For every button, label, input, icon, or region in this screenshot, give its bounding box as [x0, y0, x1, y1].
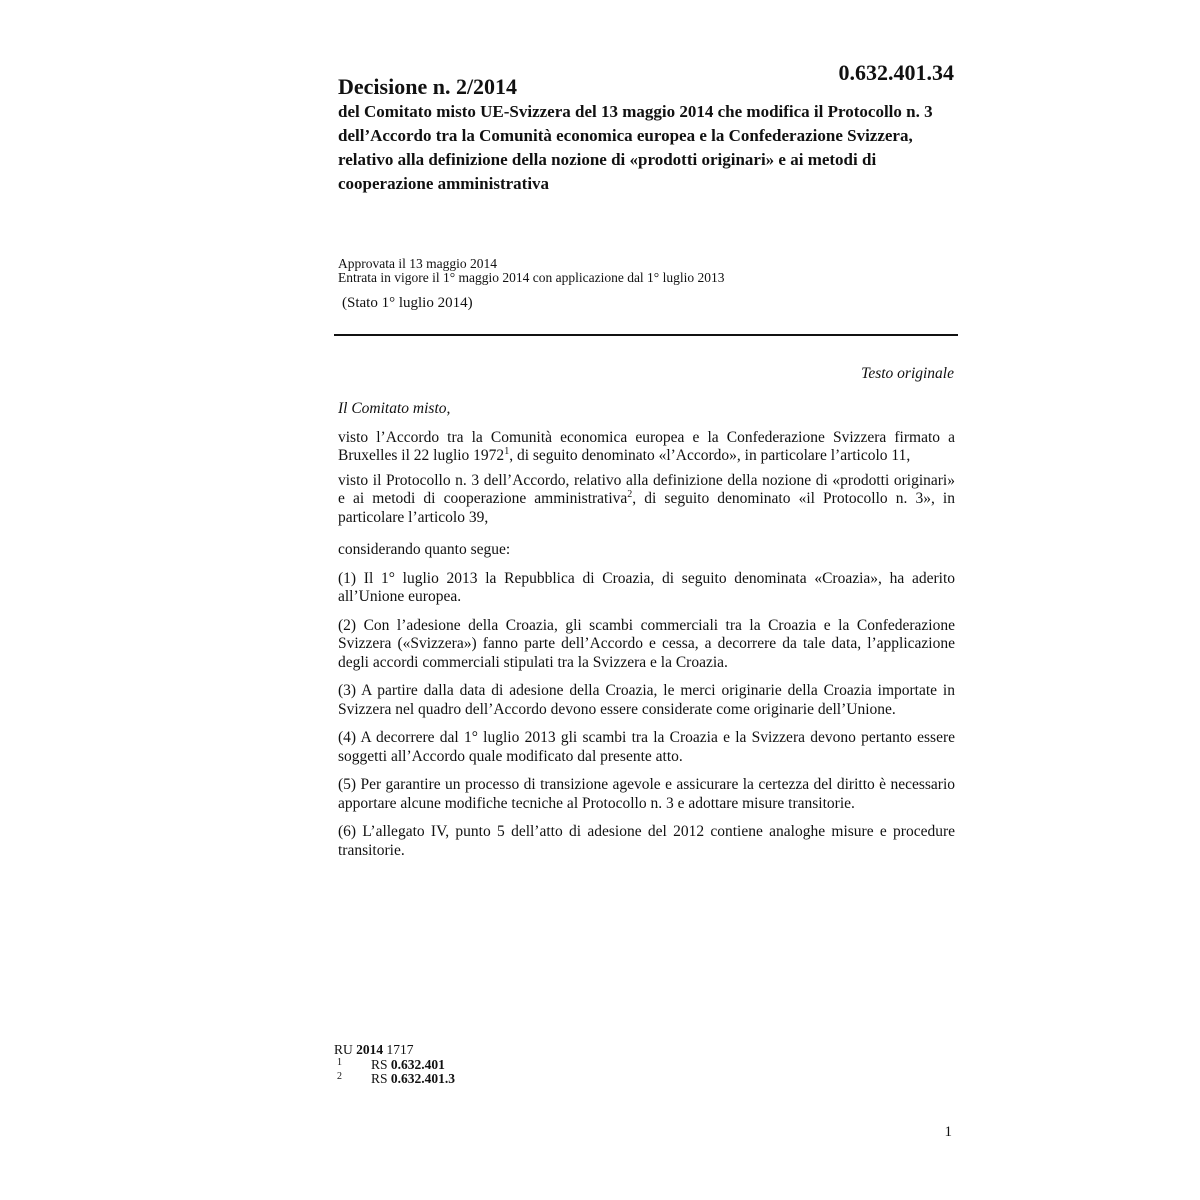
footnote-2	[334, 1071, 456, 1087]
recital-item-2: (2) Con l’adesione della Croazia, gli scambi commerciali tra la Croazia e la Confederazione Svizzera («Svizzera») fanno parte dell’Accordo e cessa, a decorrere da tale data, l’applicazione degli accordi commerciali stipulati tra la Svizzera e la Croazia.	[338, 616, 955, 671]
comitato-heading: Il Comitato misto,	[338, 400, 451, 417]
approved-date: Approvata il 13 maggio 2014	[338, 256, 497, 271]
original-text-label: Testo originale	[861, 365, 954, 382]
document-title: Decisione n. 2/2014	[338, 74, 518, 99]
approval-meta	[338, 257, 724, 285]
visto-protocollo-paragraph	[338, 472, 955, 528]
visto-accordo-paragraph	[338, 429, 955, 466]
document-subtitle: del Comitato misto UE-Svizzera del 13 maggio 2014 che modifica il Protocollo n. 3 dell’Accordo tra la Comunità economica europea e la Confederazione Svizzera, relativo alla definizione della nozione di «prodotti originari» e ai metodi di cooperazione amministrativa	[338, 102, 933, 193]
header-divider	[334, 334, 958, 336]
recital-item-1: (1) Il 1° luglio 2013 la Repubblica di Croazia, di seguito denominata «Croazia», ha aderito all’Unione europea.	[338, 569, 955, 605]
ru-year: 2014	[356, 1042, 384, 1057]
recital-item-4: (4) A decorrere dal 1° luglio 2013 gli scambi tra la Croazia e la Svizzera devono pertanto essere soggetti all’Accordo quale modificato dal presente atto.	[338, 729, 955, 765]
footnote-ref-link[interactable]: 0.632.401.3	[390, 1071, 456, 1086]
footer-notes	[334, 1042, 456, 1087]
footnote-prefix: RS	[371, 1056, 391, 1072]
entry-into-force: Entrata in vigore il 1° maggio 2014 con applicazione dal 1° luglio 2013	[338, 270, 725, 285]
footnote-text	[371, 1072, 455, 1087]
ru-prefix: RU	[334, 1042, 357, 1057]
sr-number: 0.632.401.34	[838, 60, 954, 85]
footnote-ref-1[interactable]: 1	[504, 446, 510, 457]
document-body	[338, 400, 955, 860]
footnote-text	[371, 1058, 445, 1073]
footnote-1	[334, 1056, 445, 1073]
footnote-ref-2[interactable]: 2	[627, 489, 633, 500]
visto-protocollo-text-cont: , di seguito denominato «il Protocollo n. 3», in particolare l’articolo 39,	[338, 490, 955, 526]
visto-protocollo-text: visto il Protocollo n. 3 dell’Accordo, relativo alla definizione della nozione di «prodotti originari» e ai metodi di cooperazione amministrativa	[338, 471, 955, 507]
footnote-number: 2	[337, 1071, 342, 1082]
visto-accordo-text: visto l’Accordo tra la Comunità economica europea e la Confederazione Svizzera firmato a Bruxelles il 22 luglio 1972	[338, 428, 955, 464]
page-number: 1	[944, 1124, 952, 1140]
recital-item-6: (6) L’allegato IV, punto 5 dell’atto di adesione del 2012 contiene analoghe misure e procedure transitorie.	[338, 823, 955, 859]
footnote-ref-link[interactable]: 0.632.401	[390, 1056, 445, 1072]
recital-item-5: (5) Per garantire un processo di transizione agevole e assicurare la certezza del diritto è necessario apportare alcune modifiche tecniche al Protocollo n. 3 e adottare misure transitorie.	[338, 776, 955, 812]
title-block	[338, 74, 958, 196]
ru-reference	[334, 1043, 414, 1058]
considerando-heading: considerando quanto segue:	[338, 541, 511, 558]
visto-accordo-text-cont: , di seguito denominato «l’Accordo», in particolare l’articolo 11,	[509, 447, 911, 464]
footnote-number: 1	[337, 1056, 342, 1068]
status-date: (Stato 1° luglio 2014)	[342, 295, 473, 311]
footnote-prefix: RS	[371, 1071, 391, 1086]
recital-item-3: (3) A partire dalla data di adesione della Croazia, le merci originarie della Croazia importate in Svizzera nel quadro dell’Accordo devono essere considerate come originarie dell’Unione.	[338, 682, 955, 718]
ru-page: 1717	[383, 1042, 414, 1057]
